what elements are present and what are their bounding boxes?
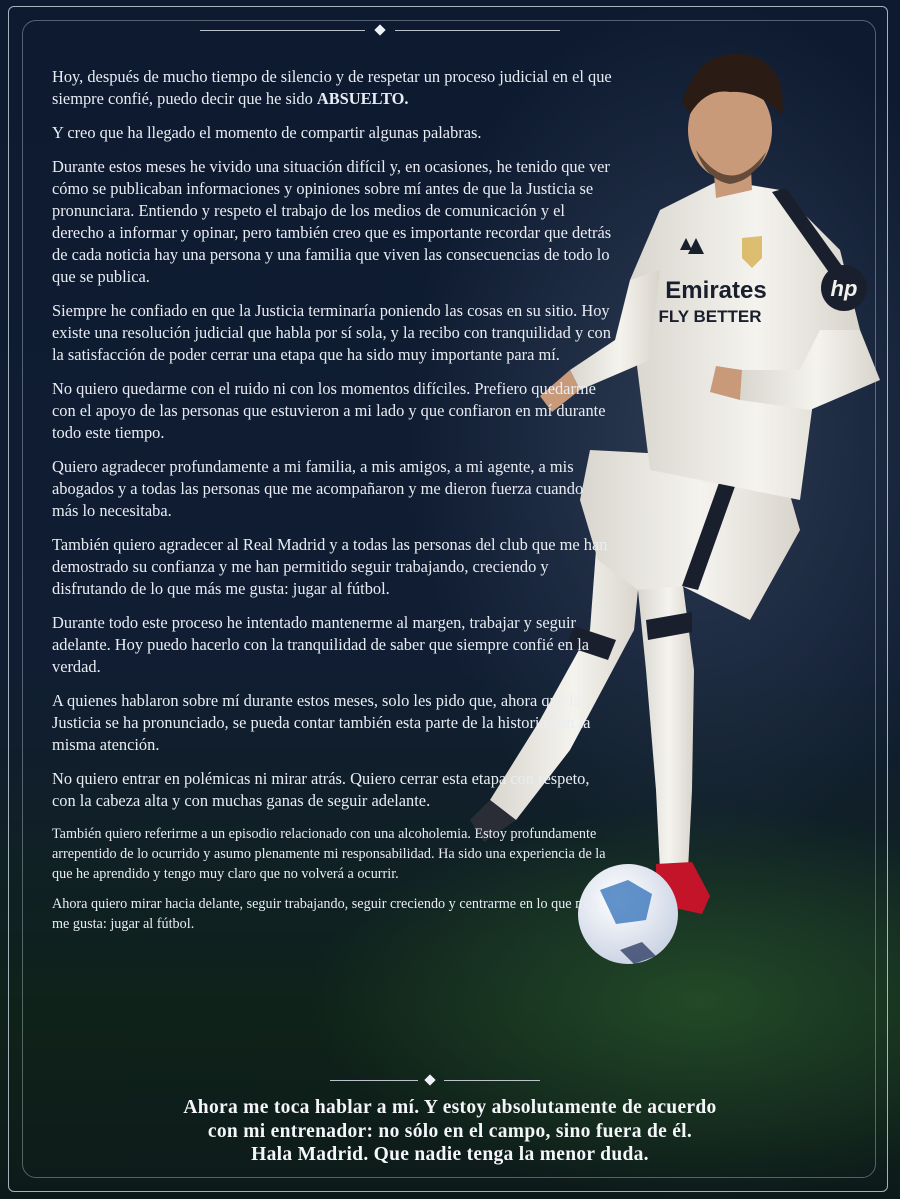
- divider-line: [330, 1080, 418, 1081]
- divider-line: [200, 30, 365, 31]
- paragraph-2: Y creo que ha llegado el momento de compartir algunas palabras.: [52, 123, 482, 142]
- paragraph-9: A quienes hablaron sobre mí durante estos meses, solo les pido que, ahora que la Justicia se ha pronunciado, se pueda contar también esta parte de la historia con la misma atención.: [52, 691, 591, 754]
- paragraph-1: [52, 66, 612, 110]
- closing-line-2: con mi entrenador: no sólo en el campo, sino fuera de él.: [207, 1120, 693, 1142]
- diamond-ornament-icon: [424, 1074, 435, 1085]
- diamond-ornament-icon: [374, 24, 385, 35]
- paragraph-10: No quiero entrar en polémicas ni mirar atrás. Quiero cerrar esta etapa con respeto, con la cabeza alta y con muchas ganas de seguir adelante.: [52, 769, 590, 810]
- paragraph-3: Durante estos meses he vivido una situación difícil y, en ocasiones, he tenido que ver cómo se publicaban informaciones y opiniones sobre mí antes de que la Justicia se pronunciara. Entiendo y respeto el trabajo de los medios de comunicación y el derecho a informar y opinar, pero también creo que es importante recordar que detrás de cada noticia hay una persona y una familia que viven las consecuencias de todo lo que se publica.: [52, 157, 612, 286]
- bottom-divider-ornament: [330, 1074, 540, 1088]
- divider-line: [444, 1080, 540, 1081]
- paragraph-11: También quiero referirme a un episodio relacionado con una alcoholemia. Estoy profundamente arrepentido de lo ocurrido y asumo plenamente mi responsabilidad. Ha sido una experiencia de la que he aprendido y tengo muy claro que no volverá a ocurrir.: [52, 826, 606, 882]
- paragraph-5: No quiero quedarme con el ruido ni con los momentos difíciles. Prefiero quedarme con el apoyo de las personas que estuvieron a mi lado y que confiaron en mí durante todo este tiempo.: [52, 379, 606, 442]
- acquitted-emphasis: ABSUELTO.: [316, 89, 409, 108]
- closing-line-1: Ahora me toca hablar a mí. Y estoy absolutamente de acuerdo: [183, 1097, 717, 1118]
- paragraph-8: Durante todo este proceso he intentado mantenerme al margen, trabajar y seguir adelante. Hoy puedo hacerlo con la tranquilidad de saber que siempre confié en la verdad.: [52, 613, 590, 676]
- closing-statement: [110, 1096, 790, 1167]
- paragraph-4: Siempre he confiado en que la Justicia terminaría poniendo las cosas en su sitio. Hoy existe una resolución judicial que habla por sí sola, y la recibo con tranquilidad y con la satisfacción de poder cerrar una etapa que ha sido muy importante para mí.: [52, 301, 611, 364]
- closing-line-3: Hala Madrid. Que nadie tenga la menor duda.: [251, 1144, 649, 1165]
- hp-logo-text: hp: [830, 276, 858, 301]
- sponsor-tagline: FLY BETTER: [658, 307, 762, 326]
- statement-body: [52, 66, 612, 944]
- paragraph-1-text: Hoy, después de mucho tiempo de silencio y de respetar un proceso judicial en el que siempre confié, puedo decir que he sido: [52, 67, 612, 108]
- paragraph-7: También quiero agradecer al Real Madrid y a todas las personas del club que me han demostrado su confianza y me han permitido seguir trabajando, creciendo y disfrutando de lo que más me gusta: jugar al fútbol.: [52, 535, 608, 598]
- paragraph-12: Ahora quiero mirar hacia delante, seguir trabajando, seguir creciendo y centrarme en lo que más me gusta: jugar al fútbol.: [52, 896, 598, 932]
- paragraph-6: Quiero agradecer profundamente a mi familia, a mis amigos, a mi agente, a mis abogados y a todas las personas que me acompañaron y me dieron fuerza cuando más lo necesitaba.: [52, 457, 584, 520]
- sponsor-name: Emirates: [665, 277, 767, 304]
